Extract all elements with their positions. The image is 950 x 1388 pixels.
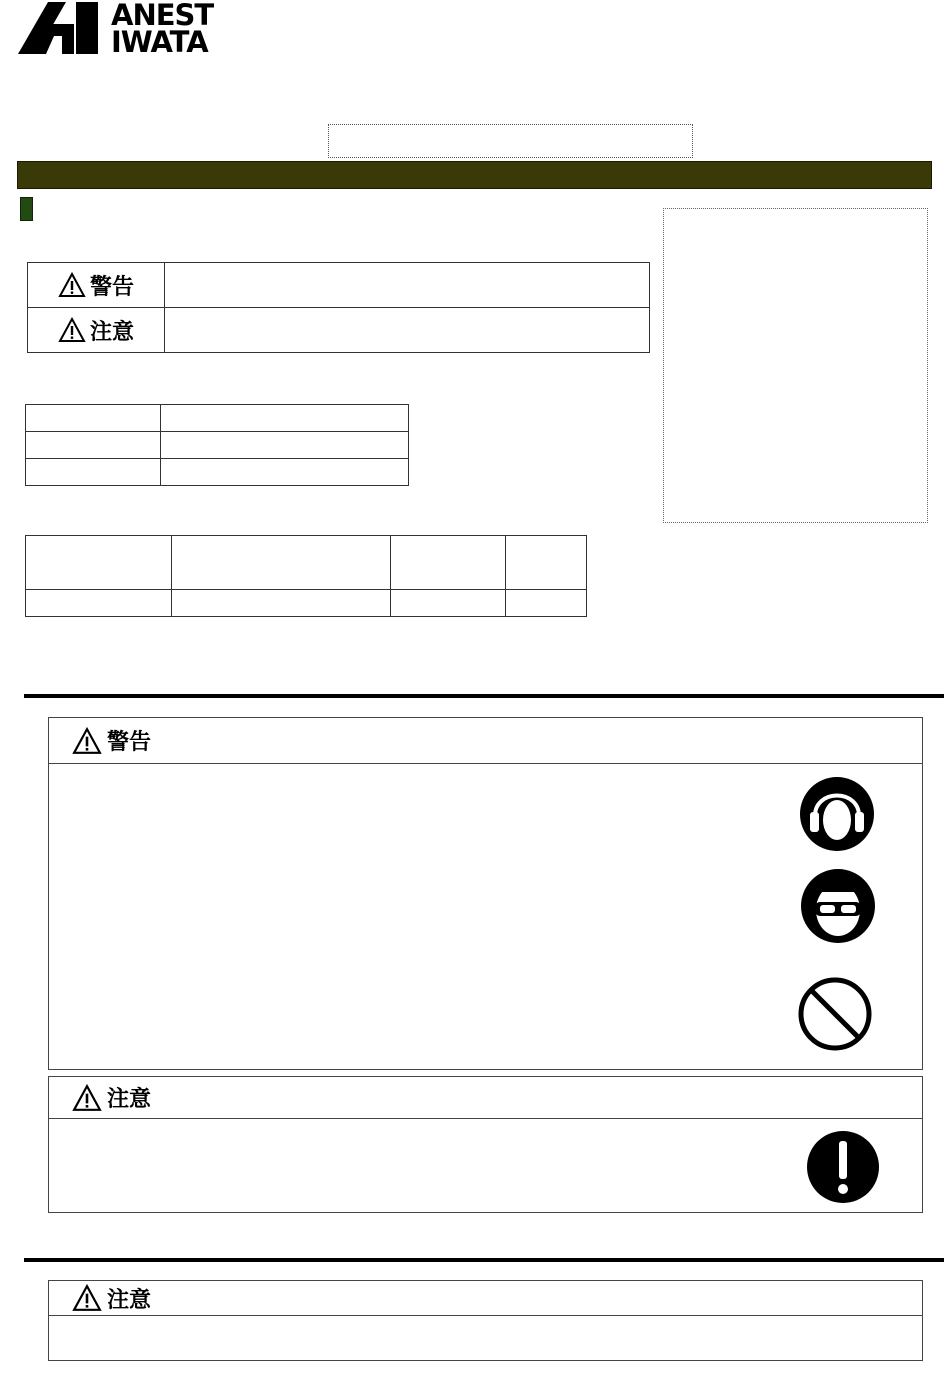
caution-box-title: 注意 [107, 1087, 152, 1112]
spec-label-cell [26, 459, 161, 486]
warning-triangle-icon [71, 1084, 103, 1112]
table-cell [391, 536, 506, 590]
section-divider [24, 694, 944, 698]
legend-symbol-cell [28, 263, 165, 308]
eye-protection-icon [801, 868, 875, 944]
caution-box [48, 1076, 923, 1213]
caution-box [48, 1280, 923, 1361]
legend-caution-label: 注意 [89, 319, 134, 345]
caution-box-header [49, 1281, 922, 1316]
legend-row-warning [28, 263, 650, 308]
spec-table [25, 404, 409, 486]
table-cell [172, 536, 391, 590]
side-note-box [663, 208, 928, 523]
table-cell [506, 536, 587, 590]
spec-label-cell [26, 432, 161, 459]
legend-row-caution [28, 308, 650, 353]
table-cell [26, 590, 172, 617]
logo-mark [18, 2, 110, 56]
table-header-row [26, 536, 587, 590]
table-row [26, 432, 409, 459]
warning-triangle-icon [58, 272, 86, 298]
logo-line-2: IWATA [111, 25, 208, 59]
caution-box-title: 注意 [107, 1287, 152, 1313]
spec-value-cell [161, 405, 409, 432]
logo-wordmark [111, 0, 214, 59]
mandatory-action-icon [807, 1129, 879, 1205]
warning-box-title: 警告 [107, 730, 152, 755]
warning-box-header [49, 718, 922, 764]
section-marker [20, 197, 33, 221]
table-row [26, 459, 409, 486]
parts-table [25, 535, 587, 617]
table-cell [506, 590, 587, 617]
warning-triangle-icon [58, 317, 86, 343]
warning-triangle-icon [71, 727, 103, 755]
legend-description-cell [165, 308, 650, 353]
legend-warning-label: 警告 [89, 274, 134, 300]
anest-iwata-logo [18, 0, 228, 59]
table-cell [26, 536, 172, 590]
table-cell [391, 590, 506, 617]
signal-word-legend-table [27, 262, 650, 353]
document-title-box [328, 124, 693, 158]
section-divider [24, 1258, 944, 1262]
ear-protection-icon [799, 776, 875, 852]
legend-symbol-cell [28, 308, 165, 353]
caution-box-header [49, 1077, 922, 1119]
table-row [26, 590, 587, 617]
table-cell [172, 590, 391, 617]
warning-box [48, 717, 923, 1070]
spec-label-cell [26, 405, 161, 432]
table-row [26, 405, 409, 432]
spec-value-cell [161, 459, 409, 486]
prohibition-icon [797, 976, 873, 1052]
spec-value-cell [161, 432, 409, 459]
logo-line-1: ANEST [111, 0, 214, 32]
legend-description-cell [165, 263, 650, 308]
section-header-bar [17, 161, 932, 189]
warning-triangle-icon [71, 1284, 103, 1312]
